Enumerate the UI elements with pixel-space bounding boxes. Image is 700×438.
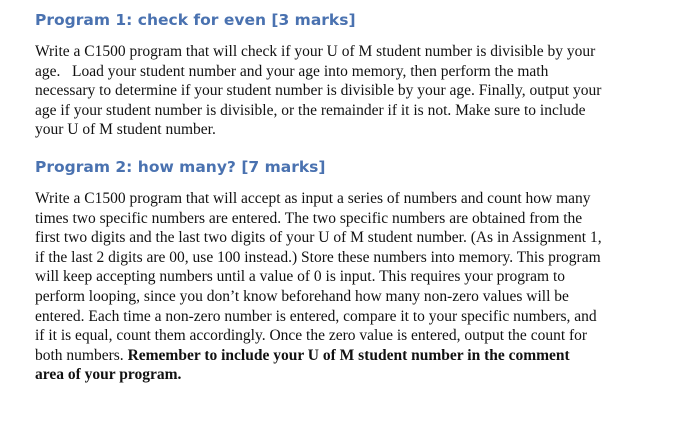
- program-1-line: your U of M student number.: [35, 121, 216, 139]
- program-2-description: [35, 189, 602, 385]
- program-1-line: Write a C1500 program that will check if your U of M student number is divisible by your: [35, 43, 596, 60]
- program-2-line: if it is equal, count them accordingly. Once the zero value is entered, output the count for: [35, 327, 588, 345]
- program-1-description: [35, 42, 601, 140]
- program-2-line: entered. Each time a non-zero number is entered, compare it to your specific numbers, and: [35, 307, 597, 325]
- reminder-bold-text: Remember to include your U of M student number in the comment: [127, 346, 570, 364]
- program-2-line: first two digits and the last two digits of your U of M student number. (As in Assignment 1,: [35, 229, 602, 247]
- program-2-heading: Program 2: how many? [7 marks]: [35, 158, 326, 176]
- program-2-line: perform looping, since you don’t know beforehand how many non-zero values will be: [35, 287, 569, 305]
- program-2-line: [35, 346, 602, 366]
- program-2-line: times two specific numbers are entered. The two specific numbers are obtained from the: [35, 209, 583, 227]
- program-2-line-text: both numbers.: [35, 346, 128, 364]
- program-2-line: Write a C1500 program that will accept as input a series of numbers and count how many: [35, 190, 591, 207]
- program-1-heading: Program 1: check for even [3 marks]: [35, 11, 356, 29]
- program-2-line: will keep accepting numbers until a value of 0 is input. This requires your program to: [35, 268, 566, 286]
- reminder-bold-text: area of your program.: [35, 366, 182, 384]
- program-2-line: if the last 2 digits are 00, use 100 instead.) Store these numbers into memory. This program: [35, 248, 601, 266]
- program-1-line: age if your student number is divisible, or the remainder if it is not. Make sure to include: [35, 101, 586, 119]
- program-1-line: necessary to determine if your student number is divisible by your age. Finally, output your: [35, 82, 602, 100]
- program-1-line: age. Load your student number and your age into memory, then perform the math: [35, 62, 549, 80]
